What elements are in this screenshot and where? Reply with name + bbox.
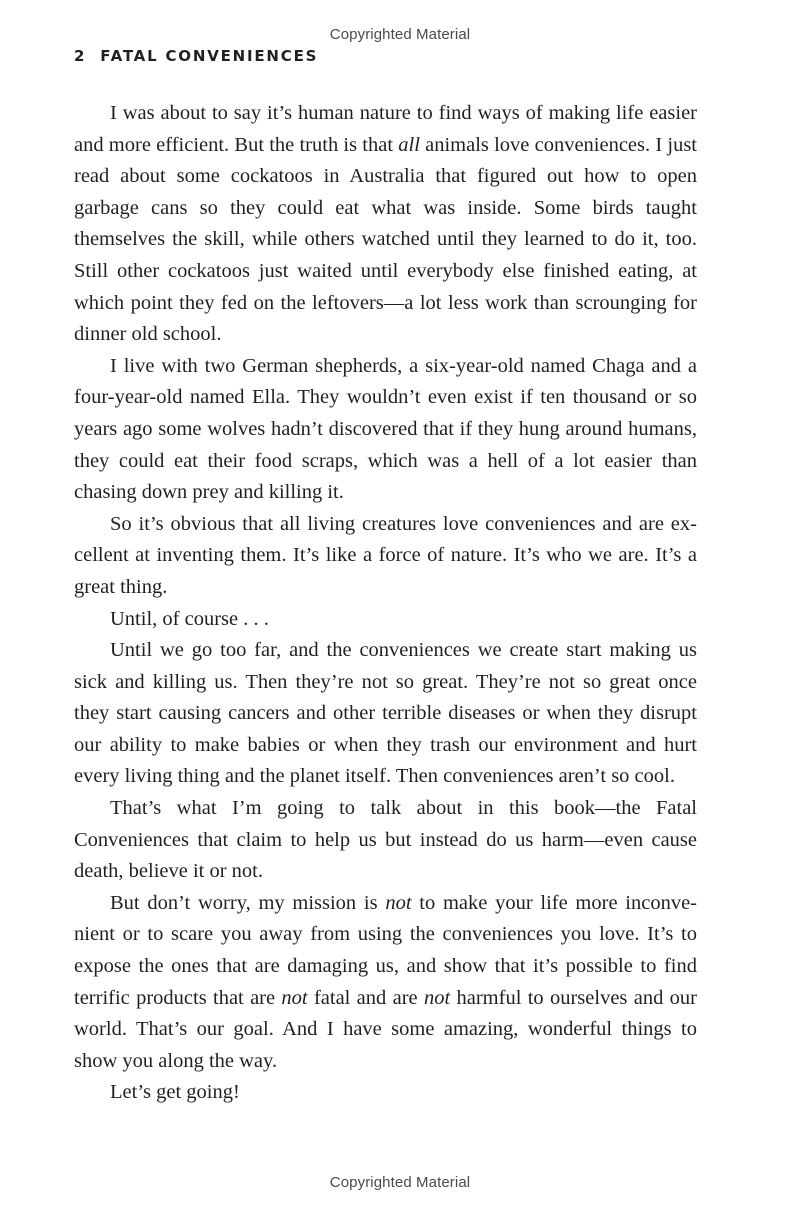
emphasis-all: all xyxy=(398,133,420,156)
paragraph-2: I live with two German shepherds, a six-year-old named Chaga and a four-year-old named Ella. They wouldn’t even exist if ten thousand or so years ago some wolves hadn’t discovered that if they hung around humans, they could eat their food scraps, which was a hell of a lot easier than chasing down prey and killing it. xyxy=(74,354,697,504)
book-title: FATAL CONVENIENCES xyxy=(100,47,319,65)
paragraph-1: I was about to say it’s human nature to find ways of making life easier and more efficient. But the truth is that all animals love conveniences. I just read about some cockatoos in Australia that figured out how to open garbage cans so they could eat what was inside. Some birds taught themselves the skill, while others watched until they learned to do it, too. Still other cockatoos just waited until everybody else finished eating, at which point they fed on the leftovers—a lot less work than scrounging for dinner old school. xyxy=(74,102,698,346)
watermark-top: Copyrighted Material xyxy=(329,26,471,43)
paragraph-3: So it’s obvious that all living creatures love conveniences and are excellent at inventing them. It’s like a force of nature. It’s who we are. It’s a great thing. xyxy=(74,512,697,598)
paragraph-5: Until we go too far, and the conveniences we create start making us sick and killing us. Then they’re not so great. They’re not so great once they start causing cancers and other terrible diseases or when they disrupt our ability to make babies or when they trash our environment and hurt every living thing and the planet itself. Then conveniences aren’t so cool. xyxy=(74,639,697,788)
paragraph-8: Let’s get going! xyxy=(110,1081,240,1104)
emphasis-not: not xyxy=(281,986,308,1009)
paragraph-4: Until, of course . . . xyxy=(110,607,269,630)
watermark-bottom: Copyrighted Material xyxy=(329,1174,471,1191)
paragraph-6: That’s what I’m going to talk about in this book—the Fatal Conveniences that claim to help us but instead do us harm—even cause death, believe it or not. xyxy=(74,797,697,883)
emphasis-not: not xyxy=(423,986,451,1009)
running-head xyxy=(74,47,318,65)
body-text xyxy=(74,98,697,1109)
paragraph-7: But don’t worry, my mission is not to make your life more inconvenient or to scare you away from using the conveniences you love. It’s to expose the ones that are damaging us, and show that it’s possible to find terrific products that are not fatal and are not harmful to ourselves and our world. That’s our goal. And I have some amazing, wonderful things to show you along the way. xyxy=(74,891,697,1072)
page-number: 2 xyxy=(74,47,87,65)
emphasis-not: not xyxy=(385,891,412,914)
